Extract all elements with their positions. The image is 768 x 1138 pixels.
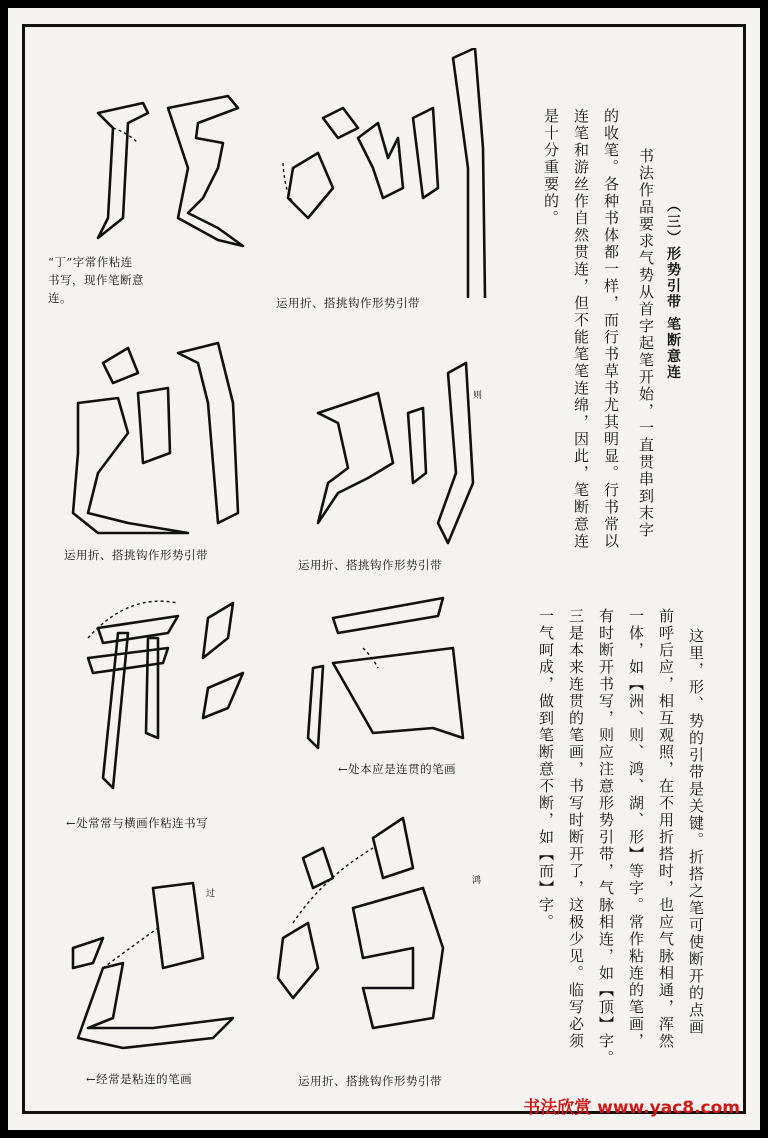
character-zhou (263, 48, 503, 298)
body-line: 前呼后应，相互观照，在不用折搭时，也应气脉相通，浑然 (657, 608, 675, 1050)
caption-hu: 运用折、搭挑钩作形势引带 (64, 548, 208, 562)
intro-line: 连笔和游丝作自然贯连，但不能笔笔连绵，因此，笔断意连 (572, 108, 590, 550)
intro-line: 书法作品要求气势从首字起笔开始，一直贯串到末字 (637, 148, 655, 539)
caption-xing: ←处常常与横画作粘连书写 (66, 816, 209, 830)
caption-zhou: 运用折、搭挑钩作形势引带 (276, 296, 420, 310)
body-line: 这里，形、势的引带是关键。折搭之笔可使断开的点画 (687, 628, 705, 1036)
body-line: 一体，如【洲、则、鸿、湖、形】等字。常作粘连的笔画， (627, 608, 645, 1050)
caption-ze: 运用折、搭挑钩作形势引带 (298, 558, 442, 572)
intro-line: 的收笔。各种书体都一样，而行书草书尤其明显。行书常以 (602, 108, 620, 550)
character-ze (298, 353, 498, 553)
character-xing (58, 578, 258, 808)
caption-line: “丁”字常作粘连 (48, 255, 133, 269)
caption-line: 书写，现作笔断意 (48, 273, 144, 287)
caption-line: 连。 (48, 291, 72, 305)
character-er (293, 588, 493, 768)
intro-line: 是十分重要的。 (542, 108, 560, 227)
body-line: 有时断开书写，则应注意形势引带，气脉相连，如【顶】字。 (597, 608, 615, 1067)
label-guo: 过 (206, 889, 216, 899)
label-hong: 鸿 (472, 876, 482, 886)
character-ding (68, 68, 258, 258)
caption-er: ←处本应是连贯的笔画 (338, 762, 457, 776)
body-line: 一气呵成，做到笔断意不断，如【而】字。 (537, 608, 555, 931)
character-guo (63, 868, 263, 1058)
book-page (8, 8, 760, 1130)
watermark: 书法欣赏 www.yac8.com (523, 1098, 740, 1118)
section-title: （三）形势引带 笔断意连 (665, 198, 681, 381)
label-ze: 则 (473, 391, 483, 401)
character-hu (58, 323, 258, 543)
character-hong (263, 808, 483, 1048)
caption-ding (48, 253, 144, 307)
caption-hong: 运用折、搭挑钩作形势引带 (298, 1074, 442, 1088)
body-line: 三是本来连贯的笔画，书写时断开了，这极少见。临写必须 (567, 608, 585, 1050)
caption-guo: ←经常是粘连的笔画 (86, 1072, 193, 1086)
